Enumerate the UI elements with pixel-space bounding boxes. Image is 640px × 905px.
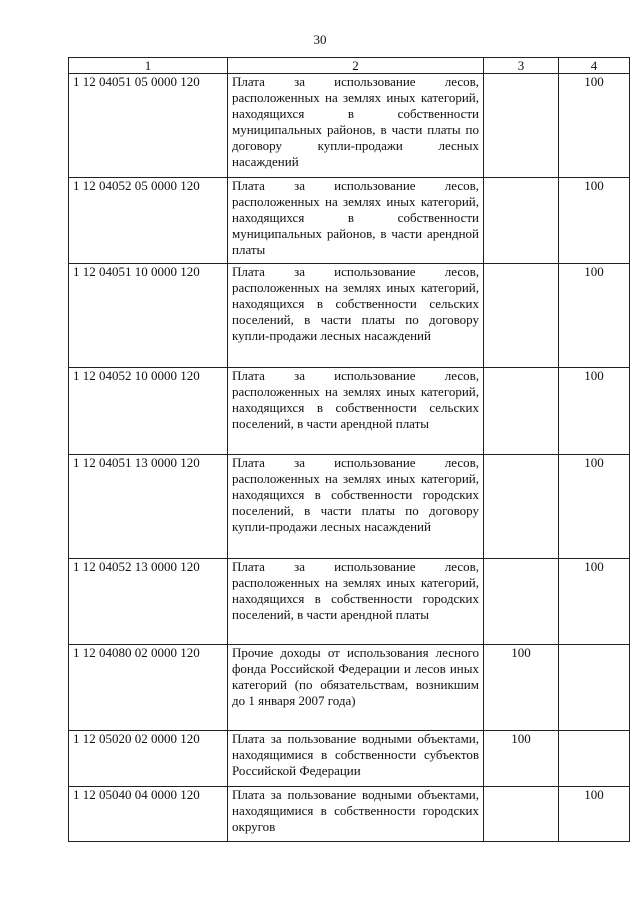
column-header-2: 2 bbox=[228, 58, 484, 74]
column-4-value-cell: 100 bbox=[559, 787, 630, 842]
table-row bbox=[69, 368, 630, 455]
description-cell: Плата за использование лесов, расположенных на землях иных категорий, находящихся в собственности муниципальных районов, в части арендной платы bbox=[228, 178, 484, 264]
table-row bbox=[69, 559, 630, 645]
budget-code-cell: 1 12 04051 10 0000 120 bbox=[69, 264, 228, 368]
column-4-value-cell: 100 bbox=[559, 74, 630, 178]
table-header-row bbox=[69, 58, 630, 74]
column-4-value-cell: 100 bbox=[559, 178, 630, 264]
description-cell: Плата за использование лесов, расположенных на землях иных категорий, находящихся в собственности сельских поселений, в части платы по договору купли-продажи лесных насаждений bbox=[228, 264, 484, 368]
table-row bbox=[69, 455, 630, 559]
table-row bbox=[69, 787, 630, 842]
table-row bbox=[69, 178, 630, 264]
column-3-value-cell bbox=[484, 178, 559, 264]
column-3-value-cell: 100 bbox=[484, 731, 559, 787]
page-number: 30 bbox=[313, 32, 327, 47]
revenue-table bbox=[68, 57, 630, 842]
column-3-value-cell bbox=[484, 787, 559, 842]
column-3-value-cell bbox=[484, 455, 559, 559]
description-cell: Прочие доходы от использования лесного фонда Российской Федерации и лесов иных категорий (по обязательствам, возникшим до 1 января 2007 года) bbox=[228, 645, 484, 731]
budget-code-cell: 1 12 05020 02 0000 120 bbox=[69, 731, 228, 787]
table-row bbox=[69, 645, 630, 731]
column-3-value-cell bbox=[484, 74, 559, 178]
description-cell: Плата за пользование водными объектами, находящимися в собственности субъектов Российской Федерации bbox=[228, 731, 484, 787]
column-3-value-cell bbox=[484, 368, 559, 455]
description-cell: Плата за использование лесов, расположенных на землях иных категорий, находящихся в собственности муниципальных районов, в части платы по договору купли-продажи лесных насаждений bbox=[228, 74, 484, 178]
column-3-value-cell bbox=[484, 559, 559, 645]
description-cell: Плата за использование лесов, расположенных на землях иных категорий, находящихся в собственности городских поселений, в части платы по договору купли-продажи лесных насаждений bbox=[228, 455, 484, 559]
budget-code-cell: 1 12 04051 13 0000 120 bbox=[69, 455, 228, 559]
column-4-value-cell: 100 bbox=[559, 455, 630, 559]
budget-code-cell: 1 12 04051 05 0000 120 bbox=[69, 74, 228, 178]
table-row bbox=[69, 74, 630, 178]
budget-code-cell: 1 12 04080 02 0000 120 bbox=[69, 645, 228, 731]
column-4-value-cell bbox=[559, 645, 630, 731]
column-4-value-cell: 100 bbox=[559, 559, 630, 645]
budget-code-cell: 1 12 04052 05 0000 120 bbox=[69, 178, 228, 264]
column-3-value-cell: 100 bbox=[484, 645, 559, 731]
column-4-value-cell: 100 bbox=[559, 368, 630, 455]
column-header-4: 4 bbox=[559, 58, 630, 74]
budget-code-cell: 1 12 04052 10 0000 120 bbox=[69, 368, 228, 455]
budget-code-cell: 1 12 05040 04 0000 120 bbox=[69, 787, 228, 842]
table-row bbox=[69, 731, 630, 787]
budget-code-cell: 1 12 04052 13 0000 120 bbox=[69, 559, 228, 645]
table-row bbox=[69, 264, 630, 368]
column-4-value-cell: 100 bbox=[559, 264, 630, 368]
column-4-value-cell bbox=[559, 731, 630, 787]
description-cell: Плата за использование лесов, расположенных на землях иных категорий, находящихся в собственности сельских поселений, в части арендной платы bbox=[228, 368, 484, 455]
column-header-3: 3 bbox=[484, 58, 559, 74]
column-header-1: 1 bbox=[69, 58, 228, 74]
description-cell: Плата за пользование водными объектами, находящимися в собственности городских округов bbox=[228, 787, 484, 842]
column-3-value-cell bbox=[484, 264, 559, 368]
description-cell: Плата за использование лесов, расположенных на землях иных категорий, находящихся в собственности городских поселений, в части арендной платы bbox=[228, 559, 484, 645]
